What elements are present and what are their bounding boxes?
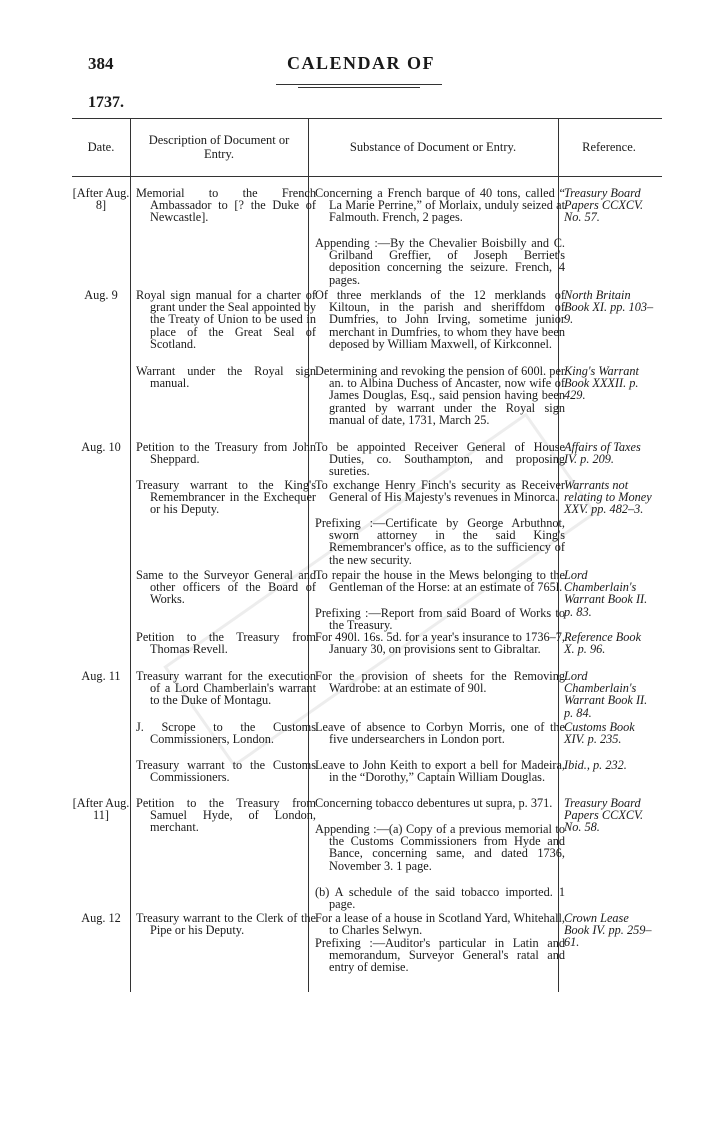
header-substance: Substance of Document or Entry. — [349, 140, 517, 154]
entry-reference: Treasury Board Papers CCXCV. No. 58. — [564, 796, 644, 835]
entry-date: Aug. 12 — [81, 911, 121, 925]
header-reference: Reference. — [582, 140, 636, 154]
entry-substance: Of three merklands of the 12 merklands of Kiltoun, in the parish and sheriffdom of Dumfries, to John Irving, sometime junior merchant in Dumfries, to whom they have been deposed by William Maxwell, of Kirkconnel. — [315, 288, 565, 351]
entry-description: Treasury warrant to the Clerk of the Pipe or his Deputy. — [136, 911, 316, 938]
col-divider-1 — [130, 118, 131, 992]
header-description: Description of Document or Entry. — [148, 133, 290, 161]
entry-description: Royal sign manual for a charter of grant under the Seal appointed by the Treaty of Union to be used in place of the Great Seal of Scotland. — [136, 288, 316, 351]
title-rule-inner — [298, 87, 420, 88]
entry-reference: King's Warrant Book XXXII. p. 429. — [564, 364, 639, 403]
entry-date: Aug. 11 — [81, 669, 121, 683]
entry-reference: Reference Book X. p. 96. — [564, 630, 642, 657]
entry-description: Treasury warrant for the execution of a Lord Chamberlain's warrant to the Duke of Montagu. — [136, 669, 316, 708]
entry-date: [After Aug. 8] — [72, 186, 130, 213]
entry-reference: Lord Chamberlain's Warrant Book II. p. 84. — [564, 669, 648, 720]
entry-description: Memorial to the French Ambassador to [? the Duke of Newcastle]. — [136, 186, 316, 225]
entry-substance: Leave of absence to Corbyn Morris, one of the five undersearchers in London port. — [315, 720, 565, 747]
entry-substance: For a lease of a house in Scotland Yard, Whitehall, to Charles Selwyn. — [315, 911, 565, 938]
entry-date: [After Aug. 11] — [72, 796, 130, 823]
entry-reference: Customs Book XIV. p. 235. — [564, 720, 635, 747]
entry-substance: To be appointed Receiver General of House Duties, co. Southampton, and proposing sureties. — [315, 440, 565, 479]
header-date: Date. — [87, 140, 115, 154]
entry-substance: To repair the house in the Mews belonging to the Gentleman of the Horse: at an estimate of 765l. — [315, 568, 565, 595]
entry-substance: To exchange Henry Finch's security as Receiver General of His Majesty's revenues in Minorca. — [315, 478, 565, 505]
calendar-table — [72, 118, 662, 992]
entry-substance: For 490l. 16s. 5d. for a year's insurance to 1736–7, January 30, on provisions sent to Gibraltar. — [315, 630, 565, 657]
entry-description: Treasury warrant to the King's Remembrancer in the Exchequer or his Deputy. — [136, 478, 316, 517]
running-title: CALENDAR OF — [286, 53, 435, 73]
year-heading: 1737. — [88, 94, 124, 111]
entry-substance: For the provision of sheets for the Removing Wardrobe: at an estimate of 90l. — [315, 669, 565, 696]
entry-date: Aug. 10 — [81, 440, 121, 454]
entry-reference: Treasury Board Papers CCXCV. No. 57. — [564, 186, 644, 225]
entry-description: Warrant under the Royal sign manual. — [136, 364, 316, 391]
entry-reference: Lord Chamberlain's Warrant Book II. p. 83. — [564, 568, 648, 619]
entry-reference: North Britain Book XI. pp. 103–9. — [564, 288, 654, 327]
entry-description: J. Scrope to the Customs Commissioners, London. — [136, 720, 316, 747]
entry-reference: Warrants not relating to Money XXV. pp. 482–3. — [564, 478, 652, 517]
entry-date: Aug. 9 — [84, 288, 118, 302]
entry-description: Treasury warrant to the Customs Commissioners. — [136, 758, 316, 785]
entry-substance-note: (b) A schedule of the said tobacco imported. 1 page. — [315, 885, 565, 912]
entry-reference: Affairs of Taxes IV. p. 209. — [564, 440, 641, 467]
entry-substance-note: Prefixing :—Report from said Board of Works to the Treasury. — [315, 606, 565, 633]
entry-substance-note: Prefixing :—Auditor's particular in Latin and memorandum, Surveyor General's ratal and entry of demise. — [315, 936, 565, 975]
col-divider-2 — [308, 118, 309, 992]
entry-substance: Concerning tobacco debentures ut supra, p. 371. — [315, 796, 553, 810]
title-rule — [276, 84, 442, 85]
entry-description: Same to the Surveyor General and other officers of the Board of Works. — [136, 568, 316, 607]
entry-description: Petition to the Treasury from Samuel Hyde, of London, merchant. — [136, 796, 316, 835]
entry-reference: Crown Lease Book IV. pp. 259–61. — [564, 911, 652, 950]
entry-description: Petition to the Treasury from Thomas Revell. — [136, 630, 316, 657]
entry-substance-note: Prefixing :—Certificate by George Arbuthnot, sworn attorney in the said King's Remembrancer's office, as to the sufficiency of the new security. — [315, 516, 565, 567]
entry-substance: Determining and revoking the pension of 600l. per an. to Albina Duchess of Ancaster, now wife of James Douglas, Esq., said pension having been granted by warrant under the Royal sign manual of date, 1731, March 25. — [315, 364, 565, 427]
entry-substance-note: Appending :—(a) Copy of a previous memorial to the Customs Commissioners from Hyde and Bance, concerning same, and dated 1736, November 3. 1 page. — [315, 822, 565, 873]
entry-reference: Ibid., p. 232. — [564, 758, 627, 772]
entry-substance-note: Appending :—By the Chevalier Boisbilly and C. Grilband Greffier, of Joseph Berriet's deposition concerning the seizure. French, 4 pages. — [315, 236, 565, 287]
entry-substance: Leave to John Keith to export a bell for Madeira, in the “Dorothy,” Captain William Douglas. — [315, 758, 565, 785]
entry-description: Petition to the Treasury from John Sheppard. — [136, 440, 316, 467]
header-bottom-rule — [72, 176, 662, 177]
entry-substance: Concerning a French barque of 40 tons, called “ La Marie Perrine,” of Morlaix, unduly seized at Falmouth. French, 2 pages. — [315, 186, 565, 225]
page-number: 384 — [88, 54, 114, 73]
